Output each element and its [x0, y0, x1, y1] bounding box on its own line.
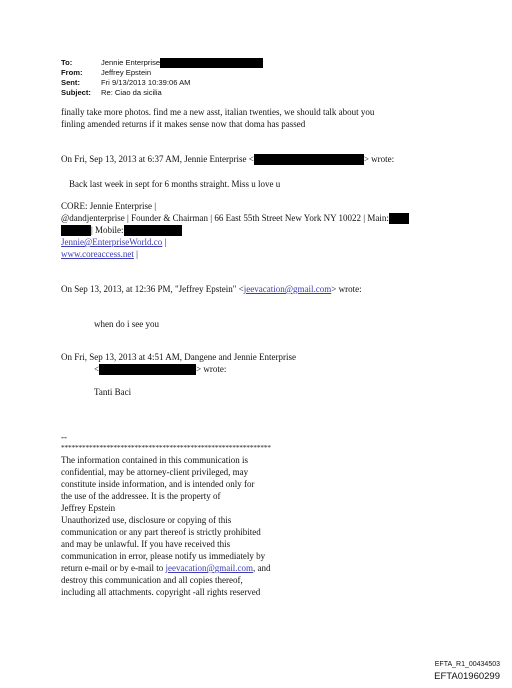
bates-id-primary: EFTA_R1_00434503 — [434, 661, 500, 668]
email-header — [61, 58, 263, 98]
signature-line-4 — [61, 237, 166, 248]
signature-line-2 — [61, 213, 409, 224]
disclaimer-line-9: communication in error, please notify us immediately by — [61, 551, 266, 561]
reply1-message: Back last week in sept for 6 months straight. Miss u love u — [69, 179, 281, 189]
redaction-bar — [389, 213, 409, 224]
signature-address: @dandjenterprise | Founder & Chairman | 66 East 55th Street New York NY 10022 | Main: — [61, 213, 389, 223]
reply3-message: Tanti Baci — [94, 387, 132, 397]
to-row — [61, 58, 263, 68]
disclaimer-line-2: confidential, may be attorney-client privileged, may — [61, 467, 249, 477]
signature-mobile-label: | Mobile: — [91, 225, 124, 235]
subject-label: Subject: — [61, 88, 91, 97]
sent-value: Fri 9/13/2013 10:39:06 AM — [101, 78, 191, 87]
reply2-message: when do i see you — [94, 319, 159, 329]
subject-row — [61, 88, 263, 98]
signature-line-3 — [61, 225, 182, 236]
signature-email-suffix: | — [162, 237, 167, 247]
disclaimer-line-11: destroy this communication and all copies thereof, — [61, 575, 243, 585]
reply1-header — [61, 154, 394, 165]
disclaimer-line-6: Unauthorized use, disclosure or copying of this — [61, 515, 232, 525]
from-value: Jeffrey Epstein — [101, 68, 152, 77]
to-label: To: — [61, 58, 73, 67]
from-row — [61, 68, 263, 78]
disclaimer-line-12: including all attachments. copyright -all rights reserved — [61, 587, 261, 597]
reply3-wrote: > wrote: — [196, 364, 227, 374]
redaction-bar — [61, 225, 91, 236]
disclaimer-line-3: constitute inside information, and is intended only for — [61, 479, 255, 489]
redaction-bar — [99, 364, 196, 375]
redaction-bar — [254, 154, 364, 165]
reply2-email-link[interactable]: jeevacation@gmail.com — [243, 284, 332, 294]
reply1-wrote: > wrote: — [363, 154, 395, 164]
reply2-wrote: > wrote: — [331, 284, 362, 294]
disclaimer-line-5: Jeffrey Epstein — [61, 503, 116, 513]
signature-line-5 — [61, 249, 138, 260]
disclaimer-line-8: and may be unlawful. If you have received this — [61, 539, 231, 549]
disclaimer-line-7: communication or any part thereof is strictly prohibited — [61, 527, 261, 537]
disclaimer-line-1: The information contained in this communication is — [61, 455, 248, 465]
body-line-1: finally take more photos. find me a new asst, italian twenties, we should talk about you — [61, 107, 375, 117]
disclaimer-dashes: -- — [61, 432, 67, 442]
reply3-sender — [94, 364, 226, 375]
redaction-bar — [124, 225, 182, 236]
disclaimer-line-4: the use of the addressee. It is the property of — [61, 491, 221, 501]
disclaimer-stars: ************************************************************ — [61, 443, 271, 452]
reply1-intro: On Fri, Sep 13, 2013 at 6:37 AM, Jennie Enterprise < — [61, 154, 254, 164]
bates-id-secondary: EFTA01960299 — [434, 671, 500, 682]
signature-website-suffix: | — [133, 249, 138, 259]
reply2-intro: On Sep 13, 2013, at 12:36 PM, "Jeffrey Epstein" < — [61, 284, 244, 294]
reply3-open: < — [94, 364, 100, 374]
disclaimer-line-10-pre: return e-mail or by e-mail to — [61, 563, 166, 573]
reply3-header: On Fri, Sep 13, 2013 at 4:51 AM, Dangene and Jennie Enterprise — [61, 352, 296, 362]
disclaimer-email-link[interactable]: jeevacation@gmail.com — [165, 563, 253, 573]
to-value: Jennie Enterprise — [101, 58, 161, 67]
disclaimer-line-10-post: , and — [252, 563, 271, 573]
body-line-2: finling amended returns if it makes sense now that doma has passed — [61, 119, 306, 129]
signature-email-link[interactable]: Jennie@EnterpriseWorld.co — [61, 237, 163, 247]
from-label: From: — [61, 68, 83, 77]
sent-row — [61, 78, 263, 88]
sent-label: Sent: — [61, 78, 80, 87]
disclaimer-line-10 — [61, 563, 270, 574]
signature-line-1: CORE: Jennie Enterprise | — [61, 201, 157, 211]
subject-value: Re: Ciao da sicilia — [101, 88, 162, 97]
signature-website-link[interactable]: www.coreaccess.net — [61, 249, 134, 259]
redaction-bar — [160, 58, 263, 68]
reply2-header — [61, 284, 362, 295]
